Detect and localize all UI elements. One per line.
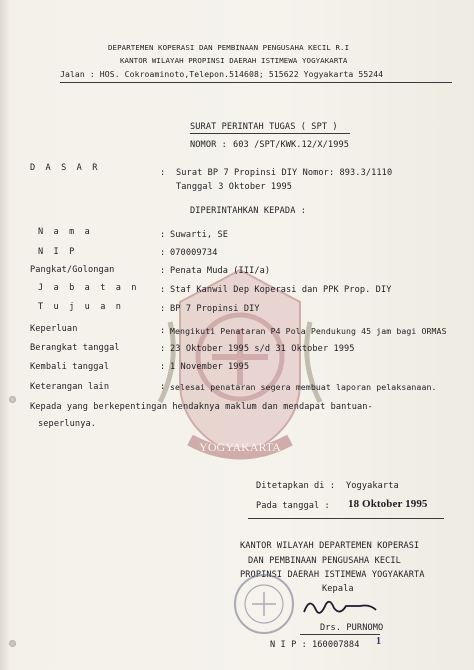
letterhead-department: DEPARTEMEN KOPERASI DAN PEMBINAAN PENGUSAHA KECIL R.I — [108, 43, 350, 52]
field-value-berangkat: 23 Oktober 1995 s/d 31 Oktober 1995 — [170, 344, 355, 354]
signatory-office-line-1: KANTOR WILAYAH DEPARTEMEN KOPERASI — [240, 541, 420, 551]
field-colon: : — [160, 266, 166, 276]
field-colon: : — [160, 326, 166, 336]
issued-place-label: Ditetapkan di : — [256, 481, 336, 491]
field-label-nama: N a m a — [38, 227, 93, 237]
field-colon: : — [160, 382, 166, 392]
field-value-kembali: 1 November 1995 — [170, 362, 250, 372]
field-colon: : — [160, 362, 166, 372]
signatory-name-underline — [300, 634, 380, 635]
issued-date-value: 18 Oktober 1995 — [348, 498, 428, 510]
signatory-office-line-2: DAN PEMBINAAN PENGUSAHA KECIL — [248, 556, 401, 566]
field-colon: : — [160, 344, 166, 354]
letterhead-office: KANTOR WILAYAH PROPINSI DAERAH ISTIMEWA YOGYAKARTA — [120, 56, 348, 65]
field-colon: : — [160, 304, 166, 314]
signatory-nip-label: N I P : — [270, 640, 307, 650]
nomor-label: NOMOR : — [190, 140, 227, 150]
closing-line-2: seperlunya. — [38, 419, 97, 429]
field-label-tujuan: T u j u a n — [38, 302, 124, 312]
dasar-label: D A S A R — [30, 163, 100, 173]
issued-date-label: Pada tanggal : — [256, 501, 330, 511]
field-label-berangkat: Berangkat tanggal — [30, 343, 120, 353]
field-label-nip: N I P — [38, 247, 77, 257]
field-label-keperluan: Keperluan — [30, 324, 78, 334]
handwritten-signature — [300, 592, 380, 622]
margin-mark: 1 — [376, 636, 382, 647]
nomor-value: 603 /SPT/KWK.12/X/1995 — [233, 140, 350, 150]
watermark-label: YOGYAKARTA — [199, 440, 281, 454]
punch-hole — [9, 396, 16, 403]
punch-hole — [9, 640, 16, 647]
signatory-office-line-3: PROPINSI DAERAH ISTIMEWA YOGYAKARTA — [240, 570, 425, 580]
field-colon: : — [160, 248, 166, 258]
dasar-colon: : — [160, 168, 166, 178]
field-value-tujuan: BP 7 Propinsi DIY — [170, 304, 260, 314]
title-underline — [190, 133, 350, 134]
diperintahkan-heading: DIPERINTAHKAN KEPADA : — [190, 206, 307, 216]
field-value-nip: 070009734 — [170, 248, 218, 258]
field-label-keterangan: Keterangan lain — [30, 382, 110, 392]
dasar-line-2: Tanggal 3 Oktober 1995 — [176, 182, 293, 192]
signatory-title: Kepala — [322, 584, 354, 594]
signatory-name: Drs. PURNOMO — [320, 623, 384, 633]
signatory-nip-value: 160007884 — [312, 640, 360, 650]
field-label-jabatan: J a b a t a n — [38, 283, 140, 293]
issued-place-value: Yogyakarta — [346, 481, 399, 491]
letterhead-divider — [60, 82, 452, 83]
field-label-pangkat: Pangkat/Golongan — [30, 265, 115, 275]
field-colon: : — [160, 230, 166, 240]
dasar-line-1: Surat BP 7 Propinsi DIY Nomor: 893.3/1110 — [176, 168, 393, 178]
field-value-keterangan: selesai penataran segera membuat laporan pelaksanaan. — [170, 382, 437, 392]
field-value-nama: Suwarti, SE — [170, 230, 229, 240]
issued-divider — [248, 518, 444, 519]
field-value-jabatan: Staf Kanwil Dep Koperasi dan PPK Prop. DIY — [170, 285, 392, 295]
document-title: SURAT PERINTAH TUGAS ( SPT ) — [190, 122, 338, 132]
field-value-pangkat: Penata Muda (III/a) — [170, 266, 271, 276]
field-colon: : — [160, 285, 166, 295]
field-value-keperluan: Mengikuti Penataran P4 Pola Pendukung 45 jam bagi ORMAS — [170, 326, 447, 336]
closing-line-1: Kepada yang berkepentingan hendaknya maklum dan mendapat bantuan- — [30, 402, 373, 412]
official-stamp — [232, 572, 296, 636]
letterhead-address: Jalan : HOS. Cokroaminoto,Telepon.514608; 515622 Yogyakarta 55244 — [60, 69, 384, 79]
field-label-kembali: Kembali tanggal — [30, 362, 110, 372]
